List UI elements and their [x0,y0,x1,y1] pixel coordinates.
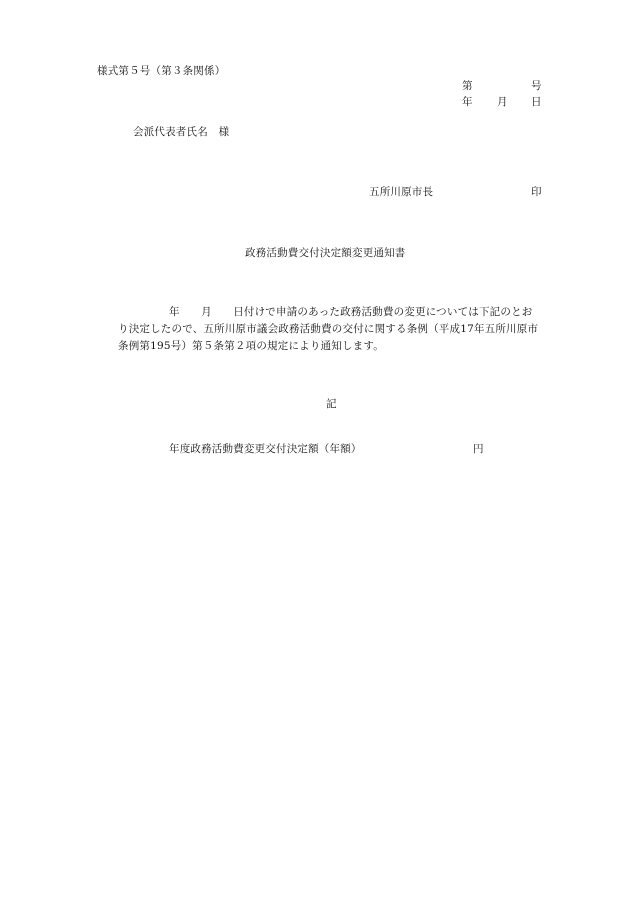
form-id: 様式第５号（第３条関係） [97,65,226,77]
date-year: 年 [462,96,473,108]
addressee: 会派代表者氏名 様 [133,126,230,138]
sender-seal: 印 [531,186,542,198]
date-day: 日 [531,96,542,108]
sender-name: 五所川原市長 [369,186,434,198]
amount-unit: 円 [473,443,484,455]
body-line-1: 年 月 日付けで申請のあった政務活動費の変更については下記のとお [169,306,533,318]
number-suffix: 号 [531,80,542,92]
ki-heading: 記 [326,398,337,410]
body-line-3: 条例第195号）第５条第２項の規定により通知します。 [118,340,384,352]
date-month: 月 [497,96,508,108]
document-title: 政務活動費交付決定額変更通知書 [245,247,406,259]
amount-label: 年度政務活動費変更交付決定額（年額） [169,443,362,455]
body-line-2: り決定したので、五所川原市議会政務活動費の交付に関する条例（平成17年五所川原市 [118,323,539,335]
number-prefix: 第 [462,80,473,92]
